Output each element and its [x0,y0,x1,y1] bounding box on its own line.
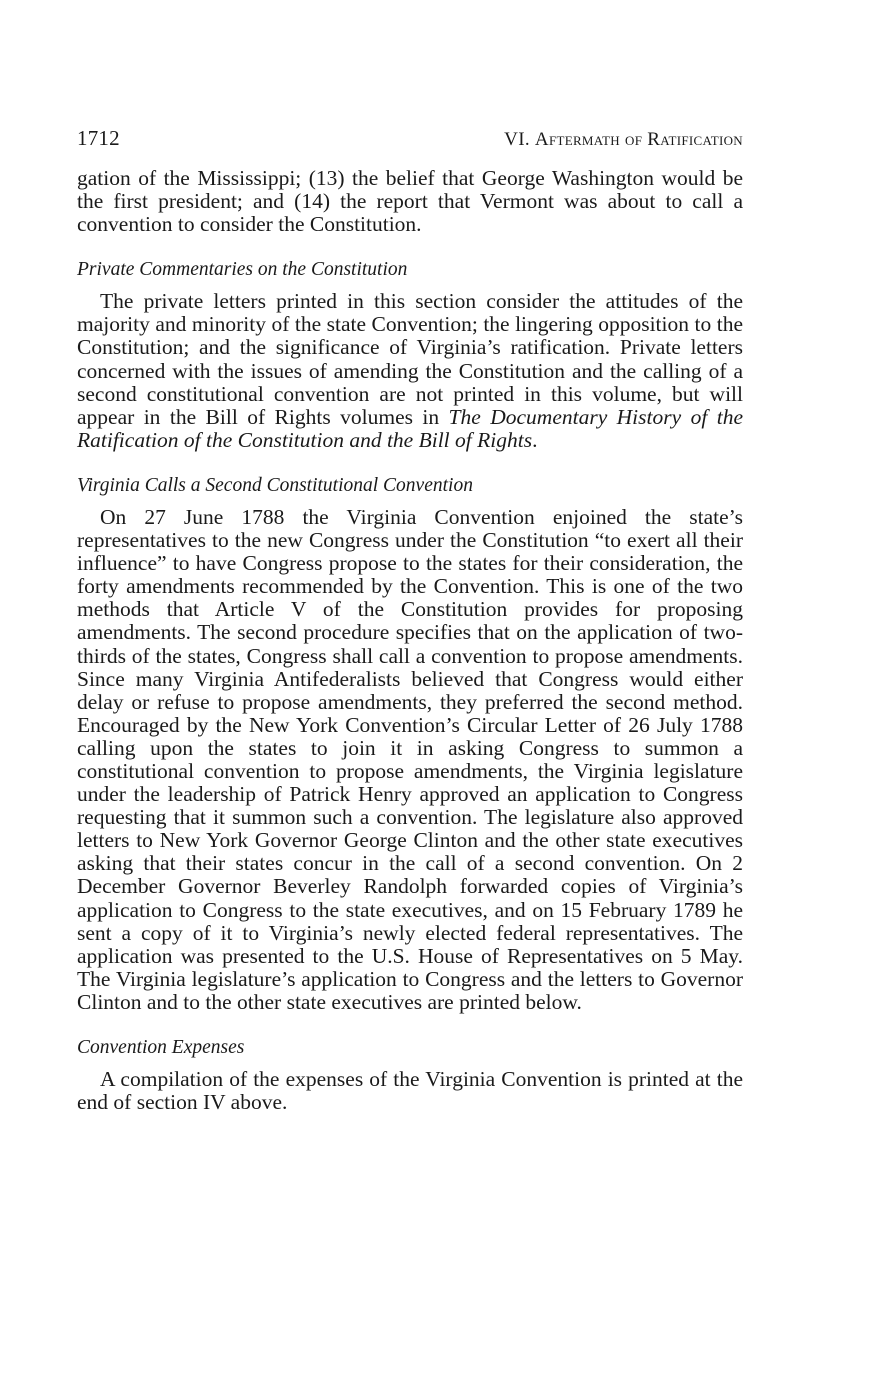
section-heading-second-convention: Virginia Calls a Second Constitutional Convention [77,474,473,496]
section-prefix: VI. [504,129,535,150]
body-text-end: . [532,427,538,452]
section-heading-private-commentaries: Private Commentaries on the Constitution [77,259,408,281]
section-body-convention-expenses: A compilation of the expenses of the Virginia Convention is printed at the end of section IV above. [77,1067,743,1115]
section-title: Aftermath of Ratification [534,129,743,150]
book-title: The Documentary History of the Ratification of the Constitution and the Bill of Rights [77,404,743,452]
body-text: The private letters printed in this section consider the attitudes of the majority and minority of the state Convention; the lingering opposition to the Constitution; and the significance of Virginia’s ratification. Private letters concerned with the issues of amending the Constitution and the calling of a second constitutional convention are not printed in this volume, but will appear in the Bill of Rights volumes in [77,289,743,429]
section-body-second-convention: On 27 June 1788 the Virginia Convention enjoined the state’s representatives to the new Congress under the Constitution “to exert all their influence” to have Congress propose to the states for their consideration, the forty amendments recommended by the Convention. This is one of the two methods that Article V of the Constitution provides for proposing amendments. The second procedure specifies that on the application of two-thirds of the states, Congress shall call a convention to propose amendments. Since many Virginia Antifederalists believed that Congress would either delay or refuse to propose amendments, they preferred the second method. Encouraged by the New York Convention’s Circular Letter of 26 July 1788 calling upon the states to join it in asking Congress to summon a constitutional convention to propose amendments, the Virginia legislature under the leadership of Patrick Henry approved an application to Congress requesting that it summon such a convention. The legislature also approved letters to New York Governor George Clinton and the other state executives asking that their states concur in the call of a second convention. On 2 December Governor Beverley Randolph forwarded copies of Virginia’s application to Congress to the state executives, and on 15 February 1789 he sent a copy of it to Virginia’s newly elected federal representatives. The application was presented to the U.S. House of Representatives on 5 May. The Virginia legislature’s application to Congress and the letters to Governor Clinton and to the other state executives are printed below. [77,504,743,1014]
running-head [77,126,743,151]
page-number: 1712 [77,126,120,150]
running-title [504,129,743,151]
section-heading-convention-expenses: Convention Expenses [77,1037,245,1058]
document-page [77,126,743,1114]
opening-paragraph: gation of the Mississippi; (13) the belief that George Washington would be the first president; and (14) the report that Vermont was about to call a convention to consider the Constitution. [77,166,743,237]
section-body-private-commentaries [77,290,743,452]
